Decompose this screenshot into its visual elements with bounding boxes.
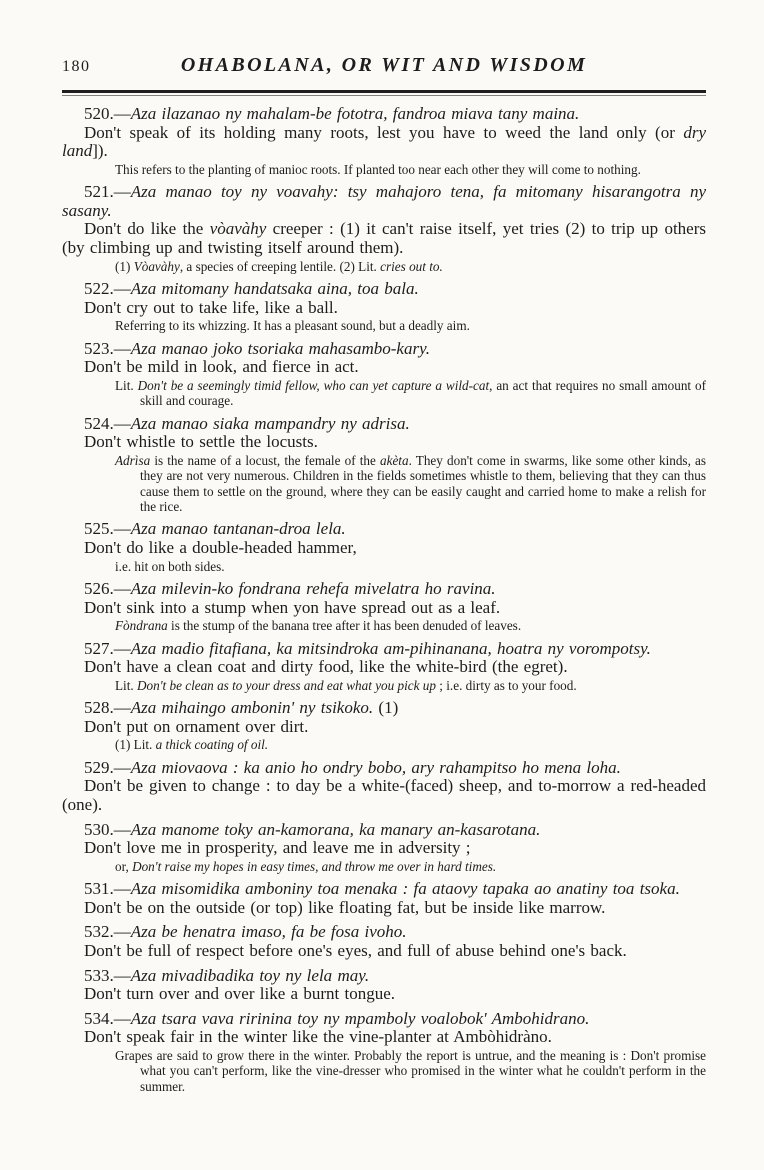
footnote [115, 618, 706, 633]
proverb-number: 520.— [84, 104, 131, 123]
proverb-entry [62, 923, 706, 960]
text-segment: Don't turn over and over like a burnt tongue. [84, 984, 396, 1004]
proverb-entry [62, 821, 706, 875]
proverb-entry [62, 280, 706, 334]
text-segment: Aza mivadibadika toy ny lela may. [130, 965, 370, 985]
proverb-number: 531.— [84, 879, 131, 899]
proverb-line [62, 880, 706, 899]
proverb-line [62, 415, 706, 434]
proverb-entry [62, 759, 706, 815]
text-segment: Vòavàhy [133, 258, 180, 274]
footnote [115, 259, 706, 274]
header-rule [62, 90, 706, 93]
text-segment: Grapes are said to grow there in the winter. Probably the report is untrue, and the meaning is : Don't promise what you can't perform, like the vine-dresser who promised in the winter what he couldn't perform in the summer. [115, 1047, 706, 1094]
text-segment: Referring to its whizzing. It has a pleasant sound, but a deadly aim. [115, 318, 470, 334]
proverb-number: 527.— [84, 638, 131, 658]
proverb-line [62, 967, 706, 986]
proverb-line [62, 821, 706, 840]
text-segment: Don't speak fair in the winter like the vine-planter at Ambòhidràno. [84, 1027, 552, 1047]
footnote [115, 318, 706, 333]
text-segment: Don't raise my hopes in easy times, and throw me over in hard times. [132, 858, 497, 874]
text-segment: i.e. hit on both sides. [115, 558, 225, 574]
text-segment: a thick coating of oil. [155, 737, 269, 753]
footnote [115, 1048, 706, 1094]
text-segment: Don't put on ornament over dirt. [84, 716, 309, 736]
text-segment: Don't have a clean coat and dirty food, like the white-bird (the egret). [84, 657, 568, 677]
translation-line [62, 942, 706, 961]
text-segment: Lit. [115, 377, 138, 393]
text-segment: cries out to. [380, 258, 443, 274]
proverb-entry [62, 880, 706, 917]
text-segment: Aza miovaova : ka anio ho ondry bobo, ary rahampitso ho mena loha. [130, 757, 621, 777]
proverb-line [62, 340, 706, 359]
footnote [115, 737, 706, 752]
footnote [115, 162, 706, 177]
text-segment: Aza madio fitafiana, ka mitsindroka am-pihinanana, hoatra ny vorompotsy. [130, 638, 651, 658]
translation-line [62, 539, 706, 558]
translation-line [62, 899, 706, 918]
text-segment: Aza manao toy ny voavahy: tsy mahajoro tena, fa mitomany hisarangotra ny sasany. [62, 182, 706, 220]
text-segment: Don't be a seemingly timid fellow, who can yet capture a wild-cat [137, 377, 490, 393]
text-segment: ; i.e. dirty as to your food. [436, 677, 577, 693]
footnote [115, 453, 706, 515]
text-segment: Aza manao joko tsoriaka mahasambo-kary. [130, 338, 430, 358]
text-segment: is the stump of the banana tree after it has been denuded of leaves. [167, 618, 522, 634]
text-segment: Aza be henatra imaso, fa be fosa ivoho. [130, 922, 407, 942]
proverb-number: 523.— [84, 338, 131, 358]
text-segment: Don't be mild in look, and fierce in act. [84, 357, 359, 377]
text-segment: , a species of creeping lentile. (2) Lit. [179, 258, 381, 274]
proverb-number: 533.— [84, 965, 131, 985]
text-segment: (1) [373, 698, 399, 718]
translation-line [62, 299, 706, 318]
header-rule-thin [62, 95, 706, 96]
footnote [115, 678, 706, 693]
proverb-line [62, 183, 706, 220]
proverb-entry [62, 640, 706, 694]
proverb-number: 534.— [84, 1008, 131, 1028]
proverb-line [62, 1010, 706, 1029]
proverb-entry [62, 1010, 706, 1094]
footnote [115, 559, 706, 574]
text-segment: Don't do like the [84, 219, 210, 239]
page-header [62, 54, 706, 80]
proverb-line [62, 923, 706, 942]
proverb-entry [62, 699, 706, 753]
proverb-number: 522.— [84, 278, 131, 298]
proverb-entry [62, 105, 706, 177]
text-segment: Aza manome toky an-kamorana, ka manary an-kasarotana. [130, 819, 541, 839]
proverb-line [62, 105, 706, 124]
translation-line [62, 220, 706, 257]
text-segment: Aza mitomany handatsaka aina, toa bala. [130, 278, 419, 298]
running-title: OHABOLANA, OR WIT AND WISDOM [180, 54, 588, 76]
proverb-number: 528.— [84, 698, 131, 718]
footnote [115, 859, 706, 874]
proverb-number: 525.— [84, 519, 131, 539]
text-segment: vòavàhy [209, 219, 267, 239]
proverb-number: 532.— [84, 922, 131, 942]
text-segment: Aza tsara vava ririnina toy ny mpamboly voalobok' Ambohidrano. [130, 1008, 590, 1028]
text-segment: Don't cry out to take life, like a ball. [84, 297, 338, 317]
text-segment: Don't love me in prosperity, and leave me in adversity ; [84, 838, 471, 858]
translation-line [62, 839, 706, 858]
text-segment: Don't whistle to settle the locusts. [84, 432, 318, 452]
text-segment: is the name of a locust, the female of the [150, 452, 380, 468]
text-segment: Don't do like a double-headed hammer, [84, 537, 357, 557]
text-segment: . They don't come in swarms, like some other kinds, as they are not very numerous. Children in the fields sometimes whistle to them, believing that they can thus cause them to settle on the ground, where they can be easily caught and carried home to make a relish for the rice. [140, 452, 706, 514]
proverb-line [62, 640, 706, 659]
text-segment: Don't be clean as to your dress and eat what you pick up [136, 677, 436, 693]
proverb-line [62, 280, 706, 299]
text-segment: Aza misomidika amboniny toa menaka : fa ataovy tapaka ao anatiny toa tsoka. [130, 879, 680, 899]
text-segment: dry land [62, 122, 706, 161]
proverb-number: 529.— [84, 757, 131, 777]
translation-line [62, 124, 706, 161]
text-segment: Don't be on the outside (or top) like floating fat, but be inside like marrow. [84, 897, 606, 917]
translation-line [62, 1028, 706, 1047]
proverb-number: 526.— [84, 578, 131, 598]
text-segment: (1) Lit. [115, 737, 156, 753]
proverb-entry [62, 580, 706, 634]
proverb-entry [62, 967, 706, 1004]
proverb-entry [62, 183, 706, 274]
text-segment: akèta [380, 452, 409, 468]
page-number: 180 [62, 58, 91, 75]
proverb-line [62, 759, 706, 778]
footnote [115, 378, 706, 409]
text-segment: (1) [115, 258, 134, 274]
proverb-number: 521.— [84, 182, 131, 202]
text-segment: creeper : (1) it can't raise itself, yet tries (2) to trip up others (by climbing up and twisting itself around them). [62, 219, 706, 257]
translation-line [62, 433, 706, 452]
translation-line [62, 358, 706, 377]
proverb-line [62, 520, 706, 539]
translation-line [62, 658, 706, 677]
proverb-number: 524.— [84, 413, 131, 433]
text-segment: Adrìsa [115, 452, 151, 468]
proverb-entry [62, 340, 706, 409]
translation-line [62, 985, 706, 1004]
text-segment: ]). [92, 141, 108, 161]
text-segment: Aza manao siaka mampandry ny adrisa. [130, 413, 410, 433]
page-body [62, 105, 706, 1094]
text-segment: Aza ilazanao ny mahalam-be fototra, fandroa miava tany maina. [130, 104, 580, 123]
proverb-entry [62, 415, 706, 515]
proverb-number: 530.— [84, 819, 131, 839]
text-segment: Don't be given to change : to day be a white-(faced) sheep, and to-morrow a red-headed (one). [62, 776, 706, 814]
text-segment: Lit. [115, 677, 137, 693]
text-segment: Aza mihaingo ambonin' ny tsikoko. [130, 698, 374, 718]
proverb-line [62, 699, 706, 718]
translation-line [62, 777, 706, 814]
text-segment: Don't be full of respect before one's eyes, and full of abuse behind one's back. [84, 940, 627, 960]
text-segment: Don't sink into a stump when yon have spread out as a leaf. [84, 597, 501, 617]
text-segment: Don't speak of its holding many roots, lest you have to weed the land only (or [84, 122, 684, 142]
proverb-line [62, 580, 706, 599]
text-segment: This refers to the planting of manioc roots. If planted too near each other they will come to nothing. [115, 161, 641, 177]
translation-line [62, 718, 706, 737]
text-segment: Fòndrana [115, 618, 168, 634]
proverb-entry [62, 520, 706, 574]
text-segment: Aza manao tantanan-droa lela. [130, 519, 346, 539]
text-segment: or, [115, 858, 133, 874]
text-segment: , an act that requires no small amount of skill and courage. [140, 377, 706, 409]
text-segment: Aza milevin-ko fondrana rehefa mivelatra ho ravina. [130, 578, 496, 598]
translation-line [62, 599, 706, 618]
